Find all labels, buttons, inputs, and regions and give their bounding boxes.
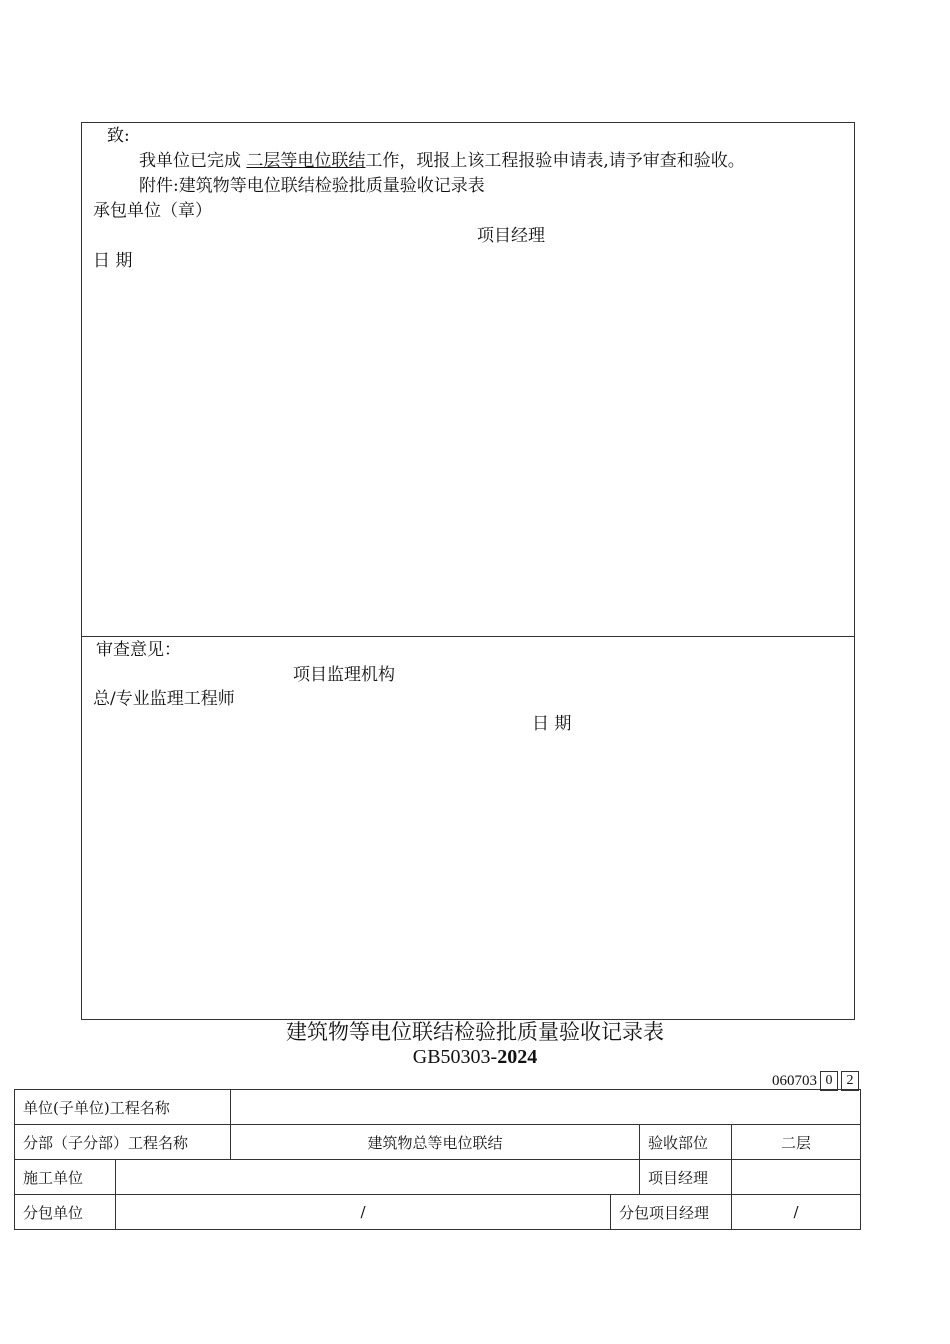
- contractor-label: 承包单位（章）: [93, 201, 212, 221]
- body-prefix: 我单位已完成: [139, 151, 241, 171]
- body-item: 二层等电位联结: [246, 151, 366, 171]
- unit-project-value: [231, 1090, 861, 1125]
- sub-manager-label: 分包项目经理: [611, 1195, 732, 1230]
- table-project-manager-value: [732, 1160, 861, 1195]
- inspection-part-value: 二层: [732, 1125, 861, 1160]
- date-label: 日 期: [93, 251, 133, 271]
- construction-unit-value: [116, 1160, 640, 1195]
- sub-project-label: 分部（子分部）工程名称: [15, 1125, 231, 1160]
- standard-code: [0, 1046, 950, 1068]
- inspection-part-label: 验收部位: [640, 1125, 732, 1160]
- attachment-line: 附件:建筑物等电位联结检验批质量验收记录表: [139, 176, 485, 196]
- standard-prefix: GB50303-: [412, 1046, 498, 1068]
- form-code-digit: 0: [820, 1071, 838, 1091]
- subcontractor-label: 分包单位: [15, 1195, 116, 1230]
- table-project-manager-label: 项目经理: [640, 1160, 732, 1195]
- review-label: 审查意见：: [96, 640, 181, 660]
- application-form-box: [81, 122, 855, 637]
- sub-project-value: 建筑物总等电位联结: [231, 1125, 640, 1160]
- construction-unit-label: 施工单位: [15, 1160, 116, 1195]
- record-title: 建筑物等电位联结检验批质量验收记录表: [286, 1020, 664, 1044]
- unit-project-label: 单位(子单位)工程名称: [15, 1090, 231, 1125]
- standard-year: 2024: [497, 1046, 538, 1068]
- project-manager-label: 项目经理: [477, 226, 545, 246]
- form-code: [772, 1071, 859, 1091]
- record-header-table: [14, 1089, 861, 1230]
- table-row: [15, 1125, 861, 1160]
- body-suffix: 工作，现报上该工程报验申请表,请予审查和验收。: [365, 151, 745, 171]
- form-code-prefix: 060703: [772, 1073, 817, 1089]
- supervision-org-label: 项目监理机构: [293, 665, 395, 685]
- sub-manager-value: /: [732, 1195, 861, 1230]
- table-row: [15, 1160, 861, 1195]
- form-code-digit: 2: [841, 1071, 859, 1091]
- table-row: [15, 1195, 861, 1230]
- application-body: [139, 151, 745, 171]
- review-date-label: 日 期: [532, 714, 572, 734]
- subcontractor-value: /: [116, 1195, 611, 1230]
- to-label: 致:: [107, 126, 130, 146]
- supervising-engineer-label: 总/专业监理工程师: [93, 689, 235, 709]
- table-row: [15, 1090, 861, 1125]
